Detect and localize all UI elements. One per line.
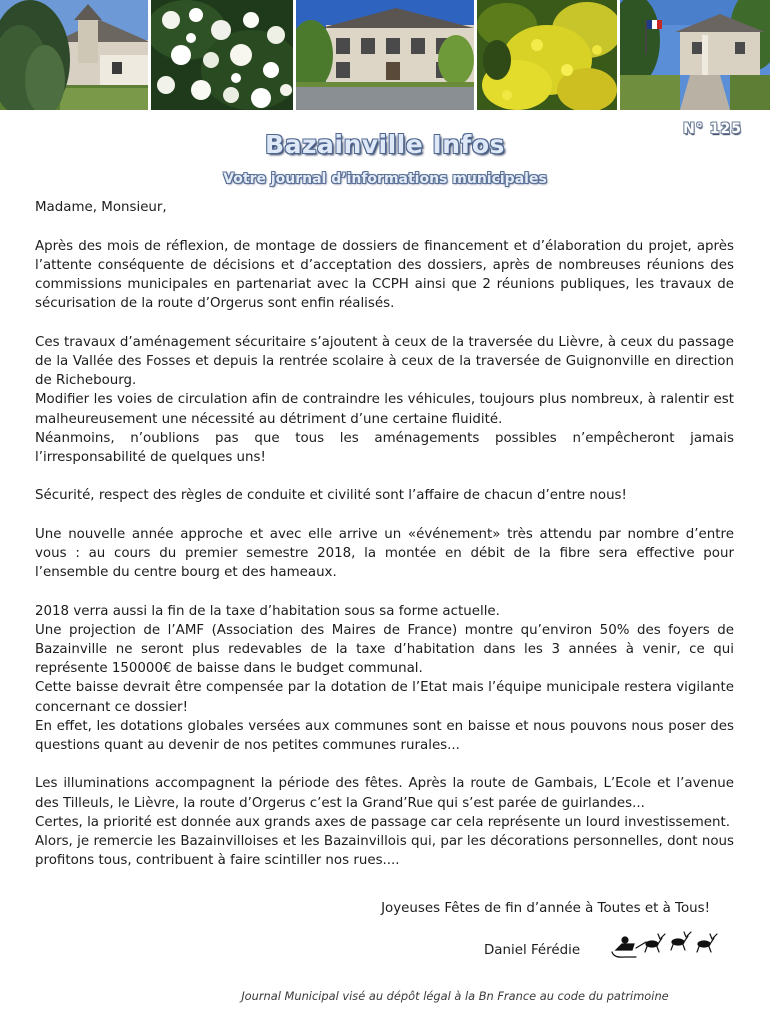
paragraph-civility: Sécurité, respect des règles de conduite et civilité sont l’affaire de chacun d’entre nous! [35,488,627,504]
signature: Daniel Férédie [484,943,581,958]
photo-banner [0,0,770,110]
war-memorial-photo [620,0,770,110]
paragraph-traffic: Modifier les voies de circulation afin de contraindre les véhicules, toujours plus nombreux, à ralentir est malheureusement une nécessité au détriment d’une certaine fluidité. [35,392,734,427]
newsletter-subtitle: Votre journal d’informations municipales [223,171,547,187]
paragraph-illuminations: Les illuminations accompagnent la période des fêtes. Après la route de Gambais, L’Ecole et l’avenue des Tilleuls, le Lièvre, la route d’Orgerus c’est la Grand’Rue qui s’est parée de guirlandes... [35,776,734,811]
church-photo [0,0,148,110]
paragraph-investment: Certes, la priorité est donnée aux grands axes de passage car cela représente un lourd investissement. [35,814,731,830]
legal-footer: Journal Municipal visé au dépôt légal à la Bn France au code du patrimoine [241,989,669,1003]
white-blossom-photo [151,0,293,110]
santa-sleigh-reindeer-icon [610,930,720,960]
paragraph-road-works: Après des mois de réflexion, de montage de dossiers de financement et d’élaboration du projet, après l’attente conséquente de décisions et d’acceptation des dossiers, après de nombreuses réunions des commissions municipales en partenariat avec la CCPH ainsi que 2 réunions publiques, les travaux de sécurisation de la route d’Orgerus sont enfin réalisés. [35,238,734,312]
paragraph-compensation: Cette baisse devrait être compensée par la dotation de l’Etat mais l’équipe municipale restera vigilante concernant ce dossier! [35,680,734,715]
holiday-wishes: Joyeuses Fêtes de fin d’année à Toutes et à Tous! [381,901,710,916]
newsletter-title: Bazainville Infos [265,130,505,159]
issue-number: N° 125 [683,121,742,137]
paragraph-safety-works: Ces travaux d’aménagement sécuritaire s’ajoutent à ceux de la traversée du Lièvre, à ceux du passage de la Vallée des Fosses et depuis la rentrée scolaire à ceux de la traversée de Guignonville en direction de Richebourg. [35,334,734,389]
paragraph-tax-end: 2018 verra aussi la fin de la taxe d’habitation sous sa forme actuelle. [35,603,500,619]
yellow-flowers-photo [477,0,617,110]
editorial-letter [35,198,734,870]
paragraph-fiber: Une nouvelle année approche et avec elle arrive un «événement» très attendu par nombre d’entre vous : au cours du premier semestre 2018, la montée en débit de la fibre sera effective pour l’ensemble du centre bourg et des hameaux. [35,526,734,581]
paragraph-grants: En effet, les dotations globales versées aux communes sont en baisse et nous pouvons nous poser des questions quant au devenir de nos petites communes rurales... [35,718,734,754]
salutation: Madame, Monsieur, [35,200,167,215]
paragraph-responsibility: Néanmoins, n’oublions pas que tous les aménagements possibles n’empêcheront jamais l’irresponsabilité de quelques uns! [35,430,734,466]
paragraph-amf-projection: Une projection de l’AMF (Association des Maires de France) montre qu’environ 50% des foyers de Bazainville ne seront plus redevables de la taxe d’habitation dans les 3 années à venir, ce qui représente 150000€ de baisse dans le budget communal. [35,622,734,677]
paragraph-thanks: Alors, je remercie les Bazainvilloises et les Bazainvillois qui, par les décorations personnelles, dont nous profitons tous, contribuent à faire scintiller nos rues.... [35,834,734,869]
town-hall-photo [296,0,474,110]
